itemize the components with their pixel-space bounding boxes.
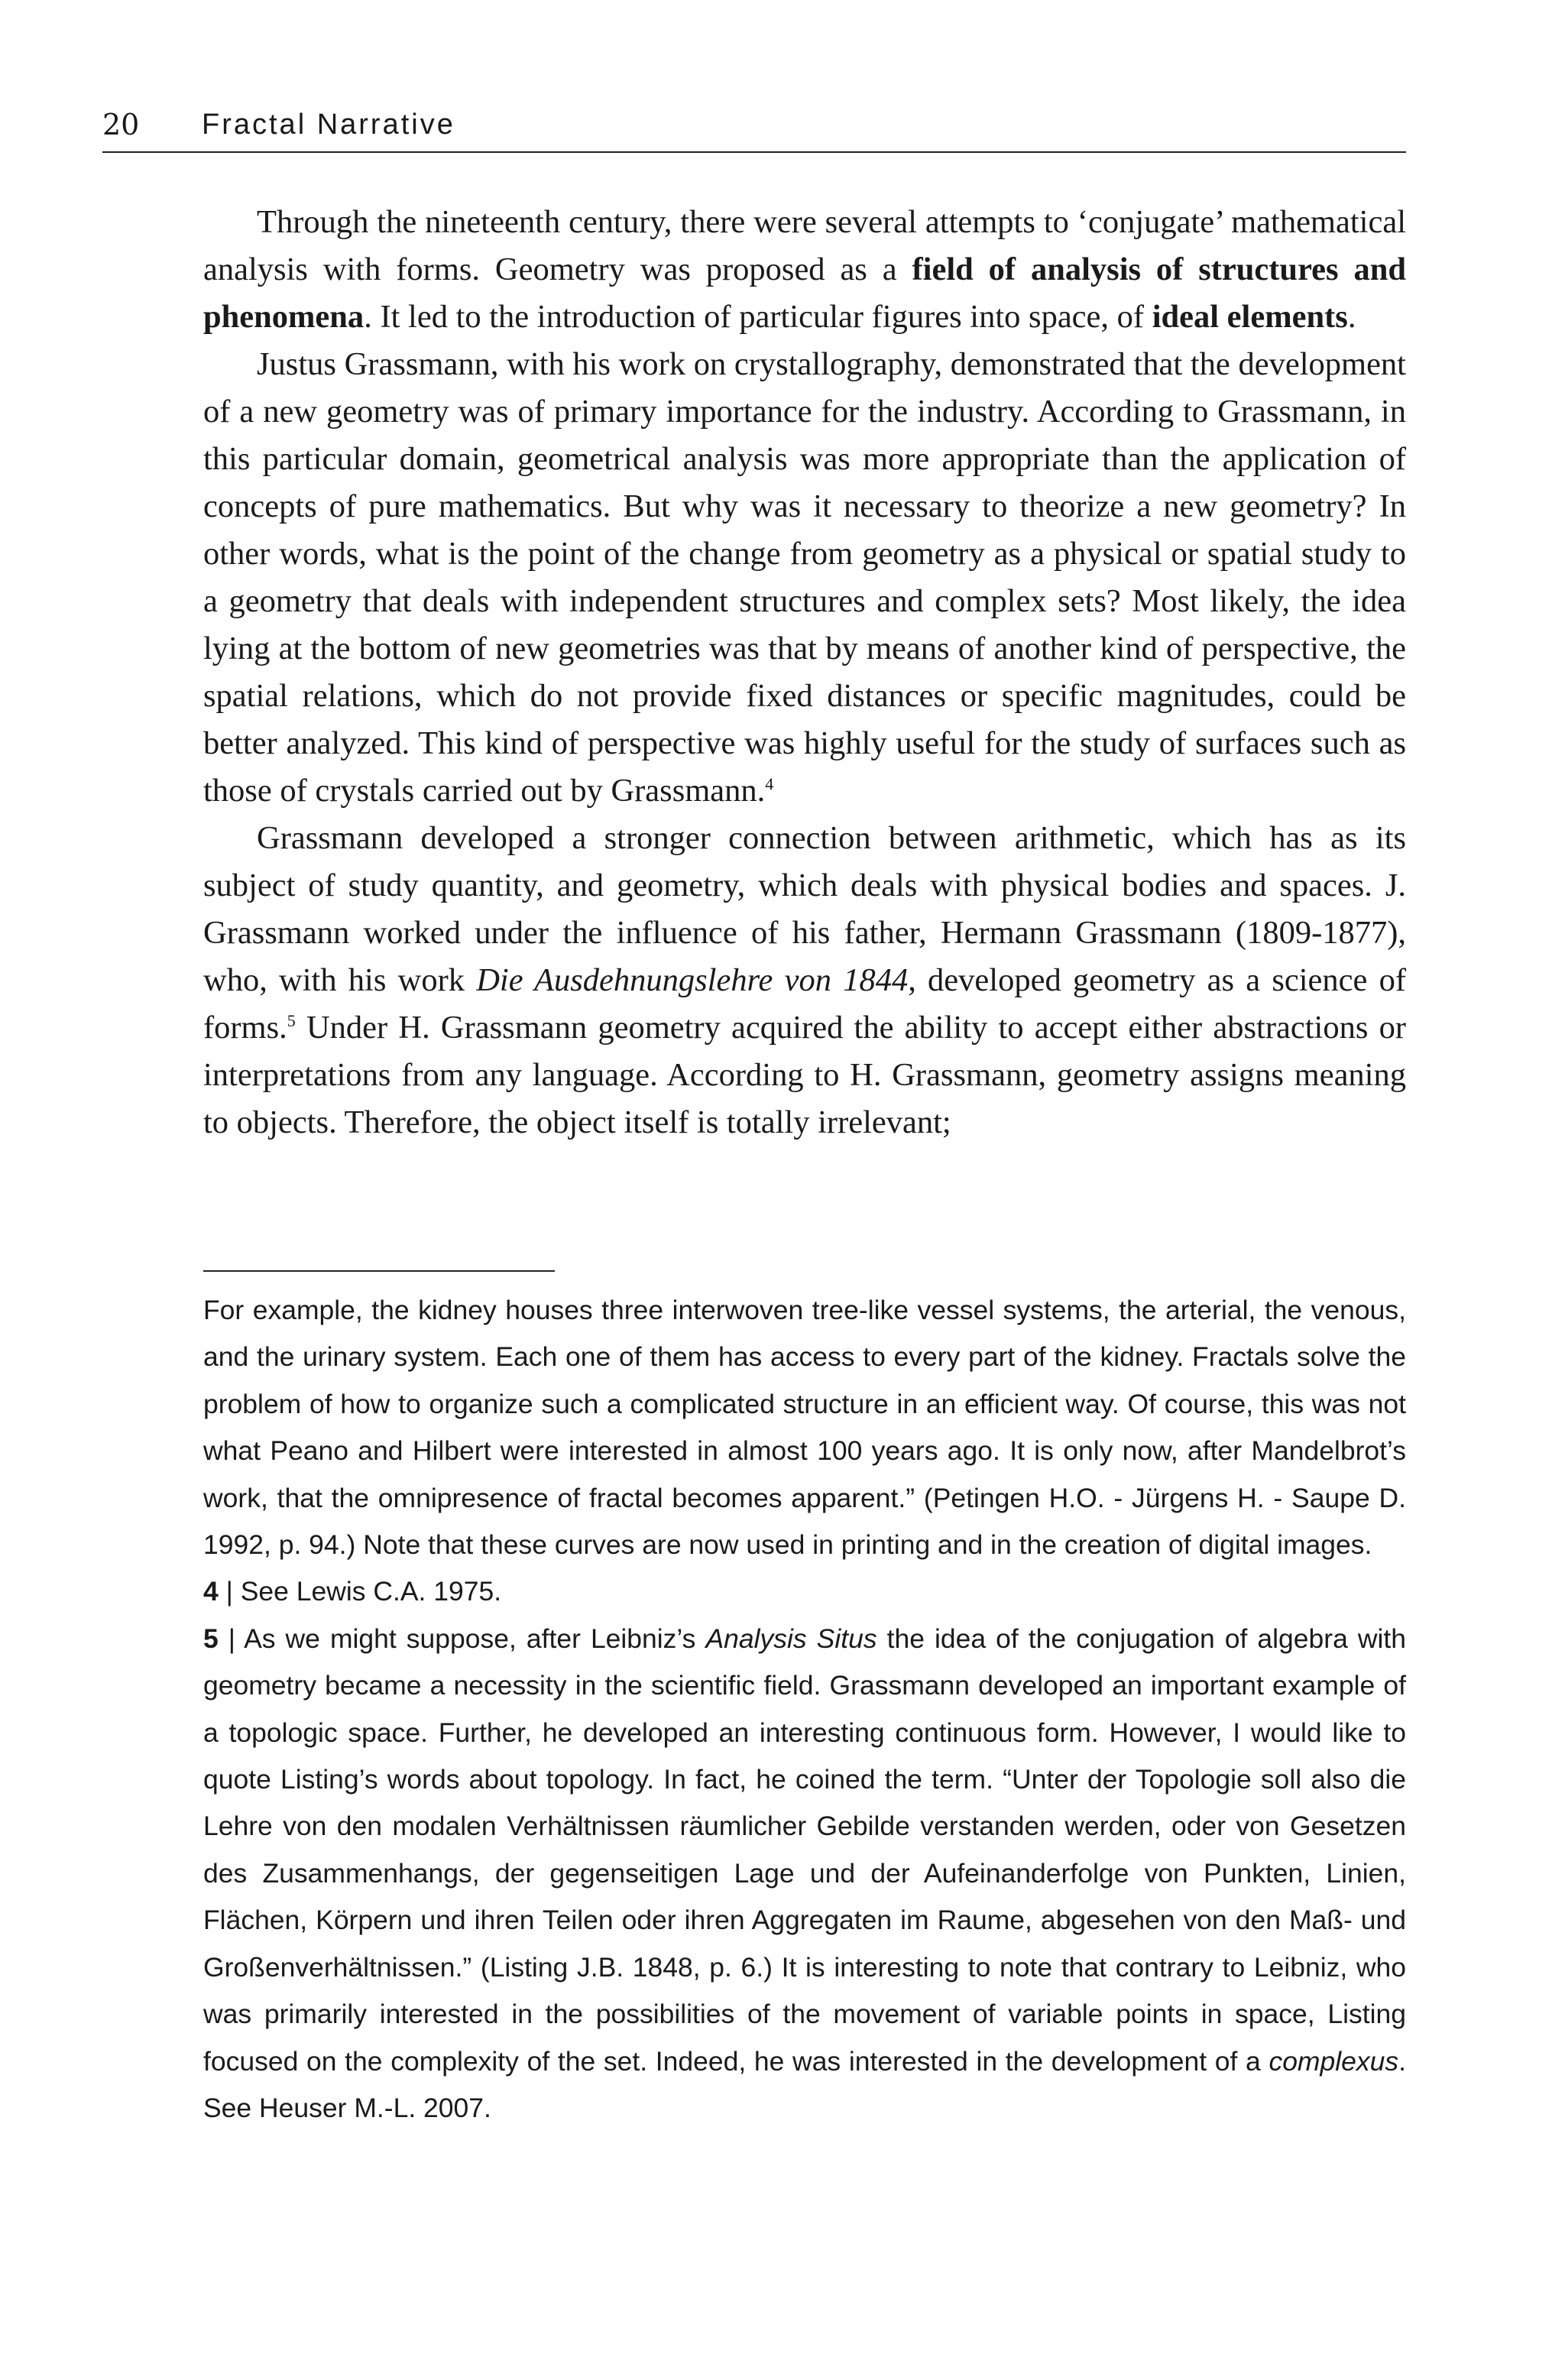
- footnote-number: 5: [203, 1623, 219, 1654]
- page-number: 20: [102, 108, 140, 141]
- book-title: Die Ausdehnungslehre von 1844: [476, 962, 909, 998]
- footnote-text: . See Heuser M.-L. 2007.: [203, 2045, 1406, 2123]
- footnote-divider: [203, 1270, 555, 1272]
- italic-term: Analysis Situs: [705, 1623, 877, 1654]
- text-run: , developed geometry as a science of forms.: [203, 962, 1406, 1046]
- footnote-4: [203, 1568, 1406, 1615]
- footnote-separator: |: [218, 1576, 241, 1607]
- main-text: [203, 199, 1406, 1146]
- bold-term: field of analysis of structures and phenomena: [203, 251, 1406, 335]
- running-title: Fractal Narrative: [202, 109, 455, 141]
- paragraph-2: [203, 341, 1406, 815]
- footnote-text: As we might suppose, after Leibniz’s: [244, 1623, 706, 1654]
- text-run: Justus Grassmann, with his work on crystallography, demonstrated that the development of a new geometry was of primary importance for the industry. According to Grassmann, in this particular domain, geometrical analysis was more appropriate than the application of concepts of pure mathematics. But why was it necessary to theorize a new geometry? In other words, what is the point of the change from geometry as a physical or spatial study to a geometry that deals with independent structures and complex sets? Most likely, the idea lying at the bottom of new geometries was that by means of another kind of perspective, the spatial relations, which do not provide fixed distances or specific magnitudes, could be better analyzed. This kind of perspective was highly useful for the study of surfaces such as those of crystals carried out by Grassmann.: [203, 346, 1406, 809]
- footnote-text: See Lewis C.A. 1975.: [240, 1576, 502, 1607]
- text-run: .: [1347, 299, 1356, 335]
- footnote-text: the idea of the conjugation of algebra with geometry became a necessity in the scientific field. Grassmann developed an important example of a topologic space. Further, he developed an interesting continuous form. However, I would like to quote Listing’s words about topology. In fact, he coined the term. “Unter der Topologie soll also die Lehre von den modalen Verhältnissen räumlicher Gebilde verstanden werden, oder von Gesetzen des Zusammenhangs, der gegenseitigen Lage und der Aufeinanderfolge von Punkten, Linien, Flächen, Körpern und ihren Teilen oder ihren Aggregaten im Raume, abgesehen von den Maß- und Großenverhältnissen.” (Listing J.B. 1848, p. 6.) It is interesting to note that contrary to Leibniz, who was primarily interested in the possibilities of the movement of variable points in space, Listing focused on the complexity of the set. Indeed, he was interested in the development of a: [203, 1623, 1406, 2077]
- footnote-number: 4: [203, 1576, 219, 1607]
- paragraph-1: [203, 199, 1406, 341]
- footnote-continued: For example, the kidney houses three interwoven tree-like vessel systems, the arterial, the venous, and the urinary system. Each one of them has access to every part of the kidney. Fractals solve the problem of how to organize such a complicated structure in an efficient way. Of course, this was not what Peano and Hilbert were interested in almost 100 years ago. It is only now, after Mandelbrot’s work, that the omnipresence of fractal becomes apparent.” (Petingen H.O. - Jürgens H. - Saupe D. 1992, p. 94.) Note that these curves are now used in printing and in the creation of digital images.: [203, 1295, 1406, 1561]
- footnote-separator: |: [218, 1623, 245, 1654]
- footnotes: [203, 1287, 1406, 2132]
- bold-term: ideal elements: [1152, 299, 1348, 335]
- text-run: . It led to the introduction of particular figures into space, of: [364, 299, 1152, 335]
- text-run: Under H. Grassmann geometry acquired the ability to accept either abstractions or interpretations from any language. According to H. Grassmann, geometry assigns meaning to objects. Therefore, the object itself is totally irrelevant;: [203, 1010, 1406, 1140]
- footnote-ref-5[interactable]: 5: [287, 1010, 296, 1030]
- text-run: Grassmann developed a stronger connection between arithmetic, which has as its subject of study quantity, and geometry, which deals with physical bodies and spaces. J. Grassmann worked under the influence of his father, Hermann Grassmann (1809-1877), who, with his work: [203, 820, 1406, 998]
- italic-term: complexus: [1269, 2045, 1399, 2077]
- running-header: [102, 98, 1406, 153]
- text-run: Through the nineteenth century, there were several attempts to ‘conjugate’ mathematical analysis with forms. Geometry was proposed as a: [203, 204, 1406, 287]
- footnote-ref-4[interactable]: 4: [765, 773, 774, 793]
- paragraph-3: [203, 815, 1406, 1146]
- footnote-5: [203, 1616, 1406, 2132]
